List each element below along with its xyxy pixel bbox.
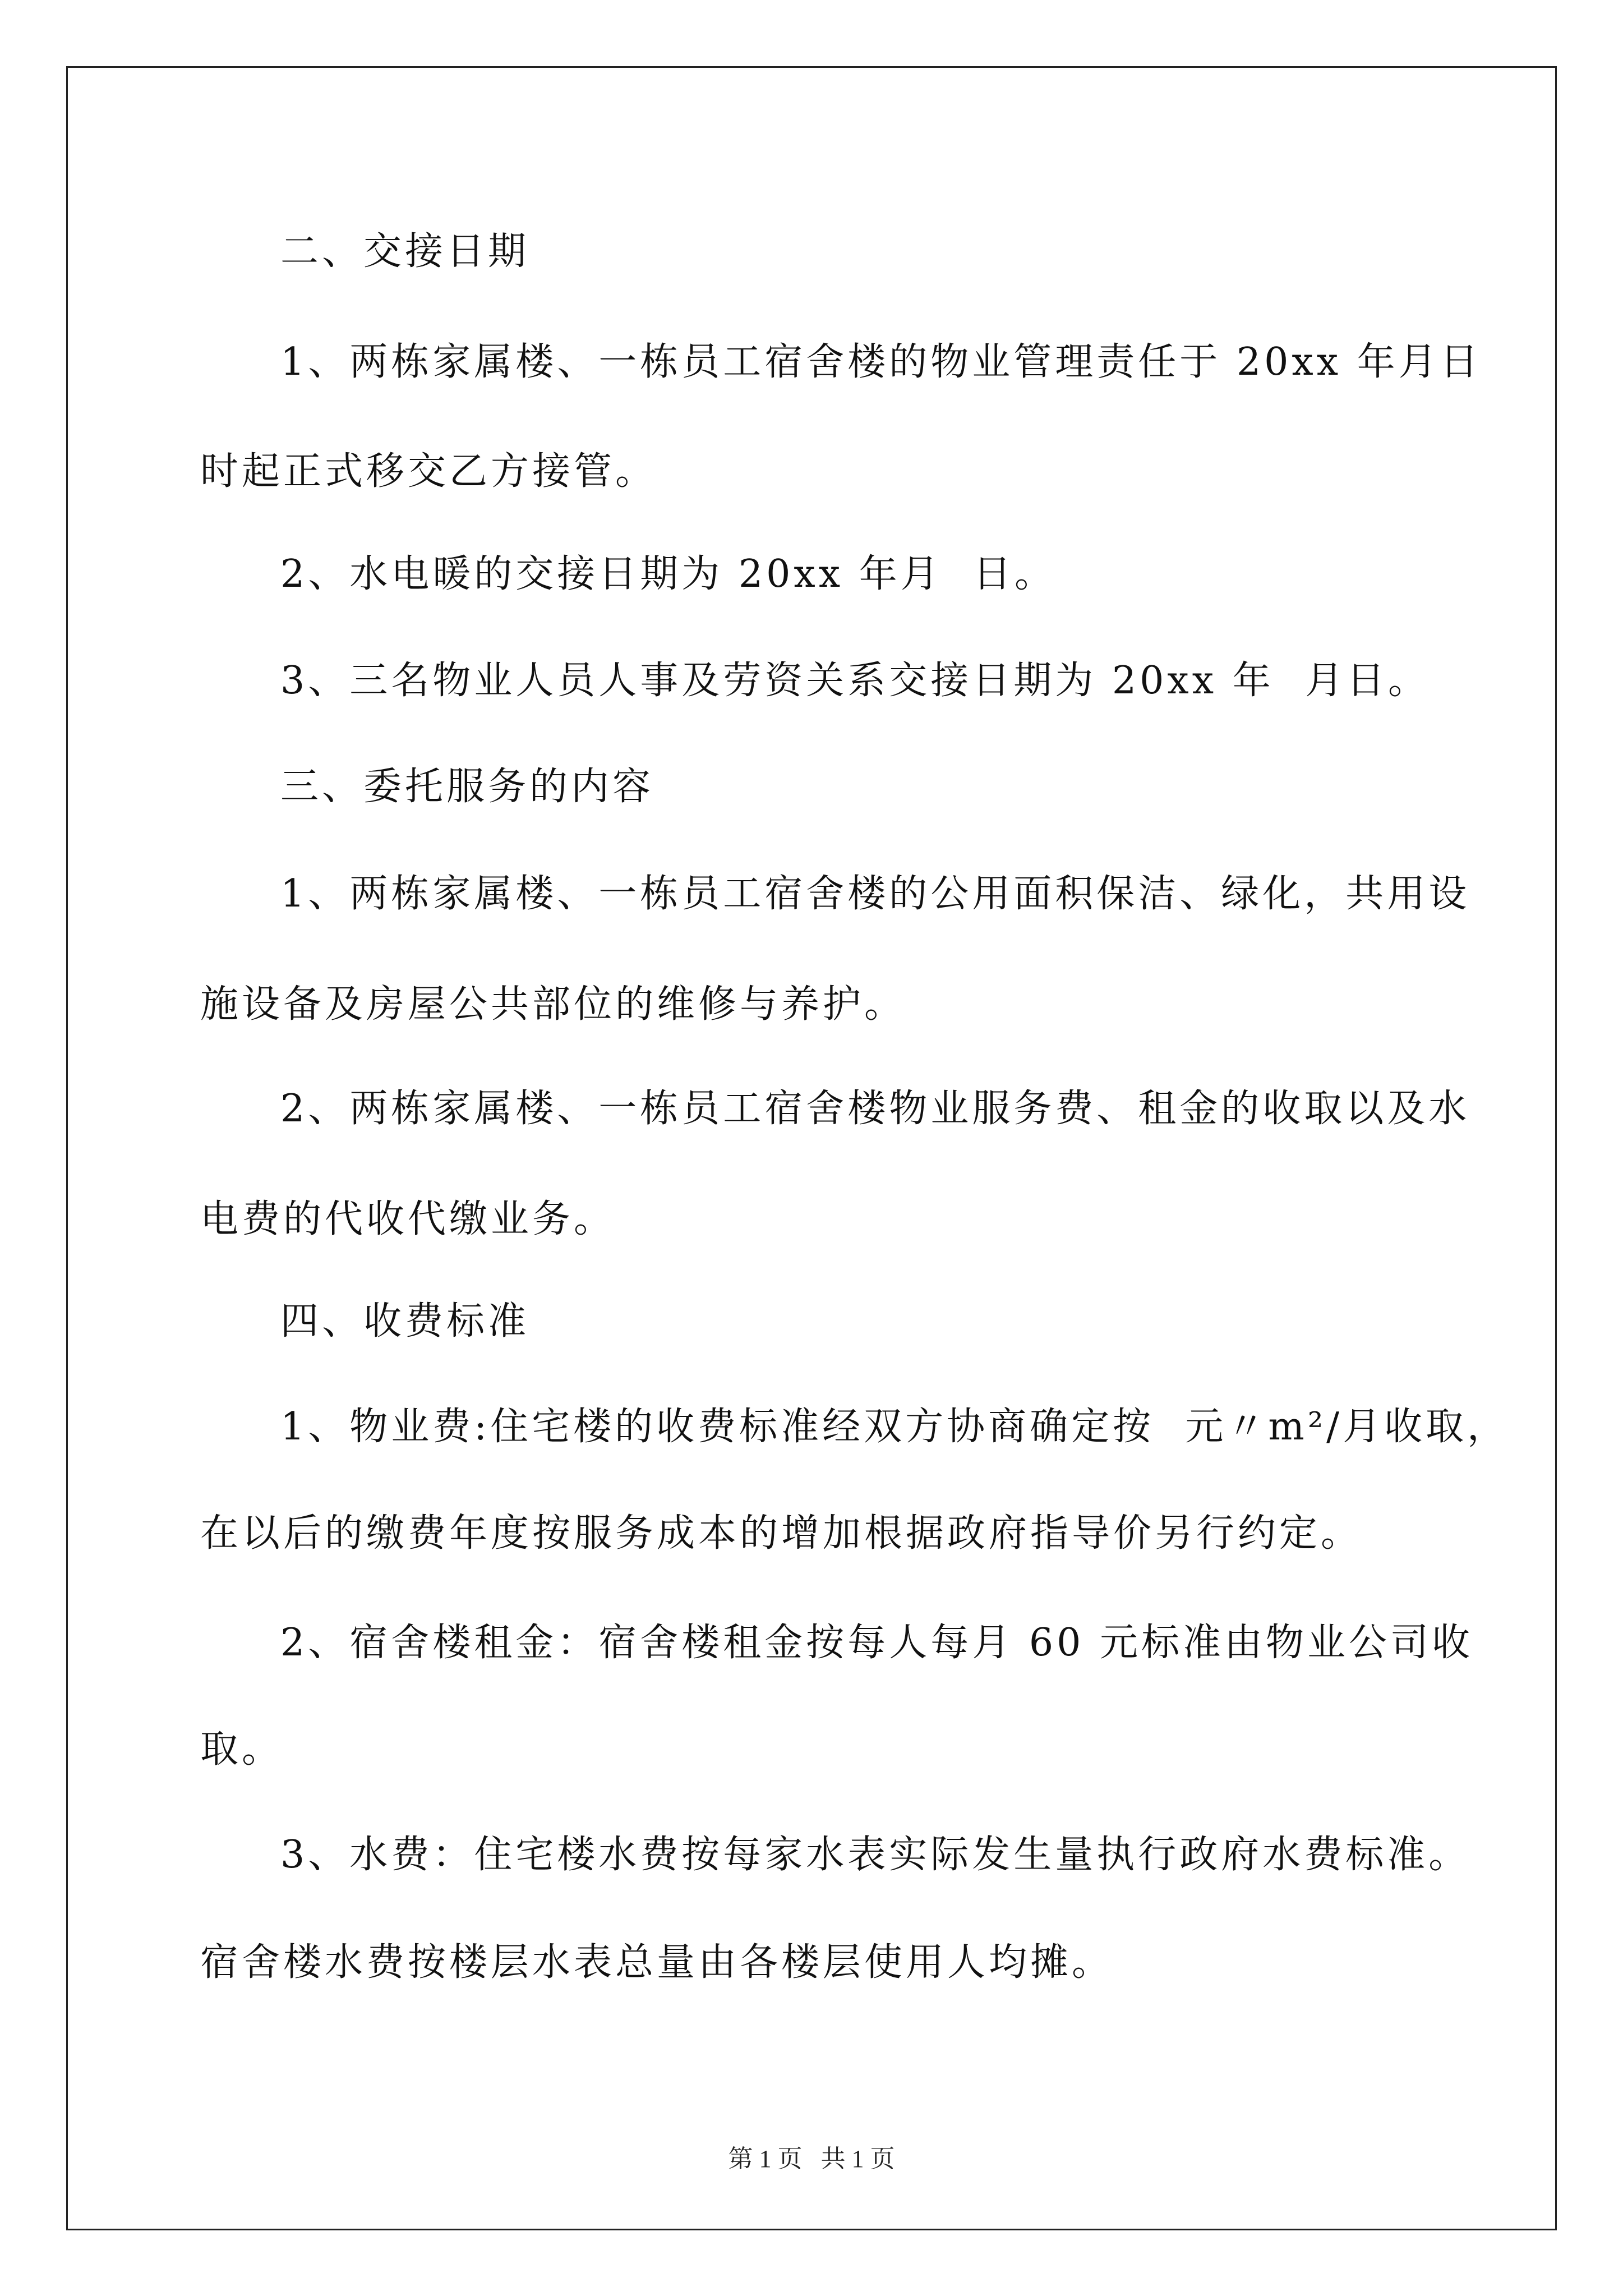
paragraph-line: 施设备及房屋公共部位的维修与养护。 (200, 982, 906, 1027)
paragraph-line: 1、两栋家属楼、一栋员工宿舍楼的物业管理责任于 20xx 年月日 (280, 340, 1482, 384)
paragraph-line: 2、两栋家属楼、一栋员工宿舍楼物业服务费、租金的收取以及水 (280, 1087, 1470, 1131)
paragraph-line: 2、宿舍楼租金：宿舍楼租金按每人每月 60 元标准由物业公司收 (280, 1621, 1474, 1665)
paragraph-line: 在以后的缴费年度按服务成本的增加根据政府指导价另行约定。 (200, 1511, 1363, 1556)
paragraph-line: 1、物业费:住宅楼的收费标准经双方协商确定按 元〃m²/月收取， (280, 1405, 1509, 1449)
paragraph-line: 宿舍楼水费按楼层水表总量由各楼层使用人均摊。 (200, 1940, 1114, 1985)
page-border (66, 66, 1557, 2230)
paragraph-line: 3、三名物业人员人事及劳资关系交接日期为 20xx 年 月日。 (280, 659, 1430, 703)
paragraph-line: 3、水费：住宅楼水费按每家水表实际发生量执行政府水费标准。 (280, 1833, 1470, 1877)
paragraph-line: 2、水电暖的交接日期为 20xx 年月 日。 (280, 552, 1056, 596)
section-heading-service-content: 三、委托服务的内容 (280, 765, 654, 809)
paragraph-line: 电费的代收代缴业务。 (200, 1197, 616, 1241)
page-number-footer: 第 1 页 共 1 页 (728, 2145, 895, 2173)
paragraph-line: 取。 (200, 1727, 284, 1772)
paragraph-line: 时起正式移交乙方接管。 (200, 449, 657, 494)
section-heading-fee-standard: 四、收费标准 (280, 1299, 530, 1343)
paragraph-line: 1、两栋家属楼、一栋员工宿舍楼的公用面积保洁、绿化，共用设 (280, 872, 1470, 916)
section-heading-handover-date: 二、交接日期 (280, 229, 530, 274)
